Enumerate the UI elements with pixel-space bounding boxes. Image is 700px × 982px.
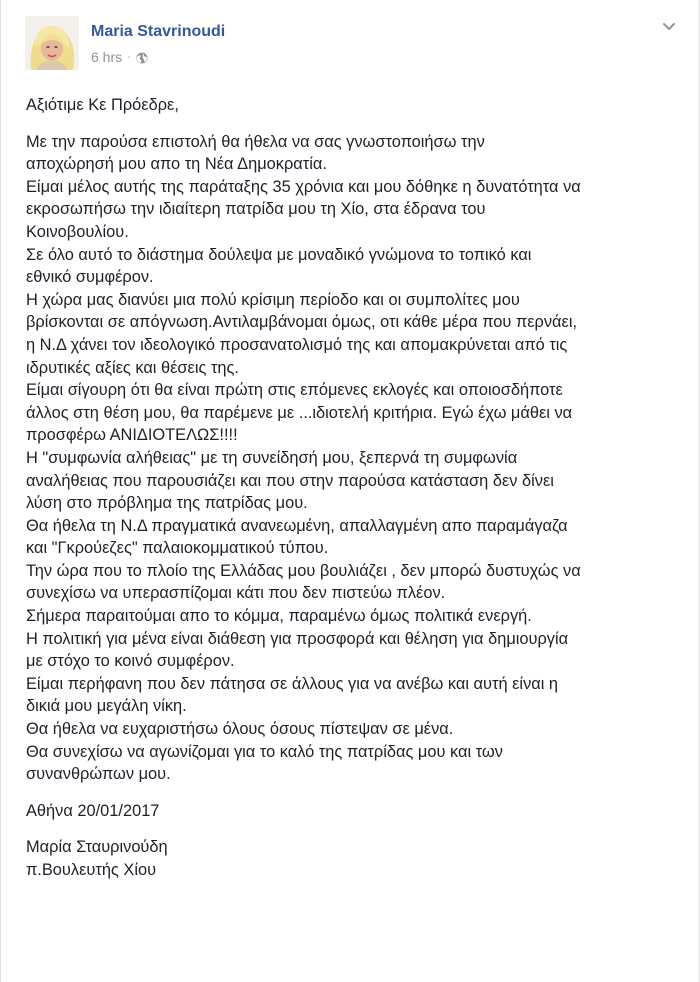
letter-line: Την ώρα που το πλοίο της Ελλάδας μου βουλιάζει , δεν μπορώ δυστυχώς να [26,561,581,580]
letter-line: αναλήθειας που παρουσιάζει και που στην παρούσα κατάσταση δεν δίνει [26,471,554,490]
letter-line: Η "συμφωνία αλήθειας" με τη συνείδησή μου, ξεπερνά τη συμφωνία [26,448,518,467]
letter-line: άλλος στη θέση μου, θα παρέμενε με ...ιδιοτελή κριτήρια. Εγώ έχω μάθει να [26,403,573,422]
post-timestamp[interactable]: 6 hrs [91,49,123,65]
post-text [26,94,683,896]
letter-line: βρίσκονται σε απόγνωση.Αντιλαμβάνομαι όμως, οτι κάθε μέρα που περνάει, [26,313,578,332]
letter-line: Θα συνεχίσω να αγωνίζομαι για το καλό της πατρίδας μου και των [26,742,503,761]
avatar-image [25,16,79,70]
avatar[interactable] [25,16,79,70]
author-name[interactable]: Maria Stavrinoudi [91,23,226,40]
letter-line: Η χώρα μας διανύει μια πολύ κρίσιμη περίοδο και οι συμπολίτες μου [26,290,520,309]
letter-line: εθνικό συμφέρον. [26,268,154,287]
letter-line: ιδρυτικές αξίες και θέσεις της. [26,358,239,377]
letter-line: Είμαι μέλος αυτής της παράταξης 35 χρόνια και μου δόθηκε η δυνατότητα να [26,177,581,196]
post-header [25,16,679,76]
letter-place-date: Αθήνα 20/01/2017 [26,801,160,820]
globe-icon[interactable] [136,51,148,63]
meta-separator: · [127,51,131,63]
letter-line: με στόχο το κοινό συμφέρον. [26,652,235,671]
letter-line: και "Γκρούεζες" παλαιοκομματικού τύπου. [26,539,329,558]
letter-line: η Ν.Δ χάνει τον ιδεολογικό προσανατολισμό της και απομακρύνεται από τις [26,335,568,354]
letter-body [26,131,683,786]
letter-line: Σε όλο αυτό το διάστημα δούλεψα με μοναδικό γνώμονα το τοπικό και [26,245,532,264]
letter-greeting: Αξιότιμε Κε Πρόεδρε, [26,96,179,114]
letter-line: αποχώρησή μου απο τη Νέα Δημοκρατία. [26,155,327,174]
letter-line: συνεχίσω να υπερασπίζομαι κάτι που δεν πιστεύω πλέον. [26,584,446,603]
letter-line: εκροσωπήσω την ιδιαίτερη πατρίδα μου τη Χίο, στα έδρανα του [26,200,486,219]
post-meta [91,49,148,65]
letter-line: Θα ήθελα να ευχαριστήσω όλους όσους πίστεψαν σε μένα. [26,720,454,739]
letter-line: Θα ήθελα τη Ν.Δ πραγματικά ανανεωμένη, απαλλαγμένη απο παραμάγαζα [26,516,568,535]
letter-line: Με την παρούσα επιστολή θα ήθελα να σας γνωστοποιήσω την [26,132,485,151]
letter-line: λύση στο πρόβλημα της πατρίδας μου. [26,494,308,513]
letter-signature [26,836,683,881]
chevron-down-icon[interactable] [659,16,679,36]
letter-line: Η πολιτική για μένα είναι διάθεση για προσφορά και θέληση για δημιουργία [26,629,569,648]
letter-line: Σήμερα παραιτούμαι απο το κόμμα, παραμένω όμως πολιτικά ενεργή. [26,607,532,626]
letter-line: Είμαι περήφανη που δεν πάτησα σε άλλους για να ανέβω και αυτή είναι η [26,674,559,693]
signature-name: Μαρία Σταυρινούδη [26,838,168,857]
letter-line: δικιά μου μεγάλη νίκη. [26,697,187,716]
letter-line: προσφέρω ΑΝΙΔΙΟΤΕΛΩΣ!!!! [26,426,238,445]
signature-title: π.Βουλευτής Χίου [26,861,157,879]
letter-line: συνανθρώπων μου. [26,765,171,784]
letter-line: Είμαι σίγουρη ότι θα είναι πρώτη στις επόμενες εκλογές και οποιοσδήποτε [26,381,563,400]
letter-line: Κοινοβουλίου. [26,222,129,241]
